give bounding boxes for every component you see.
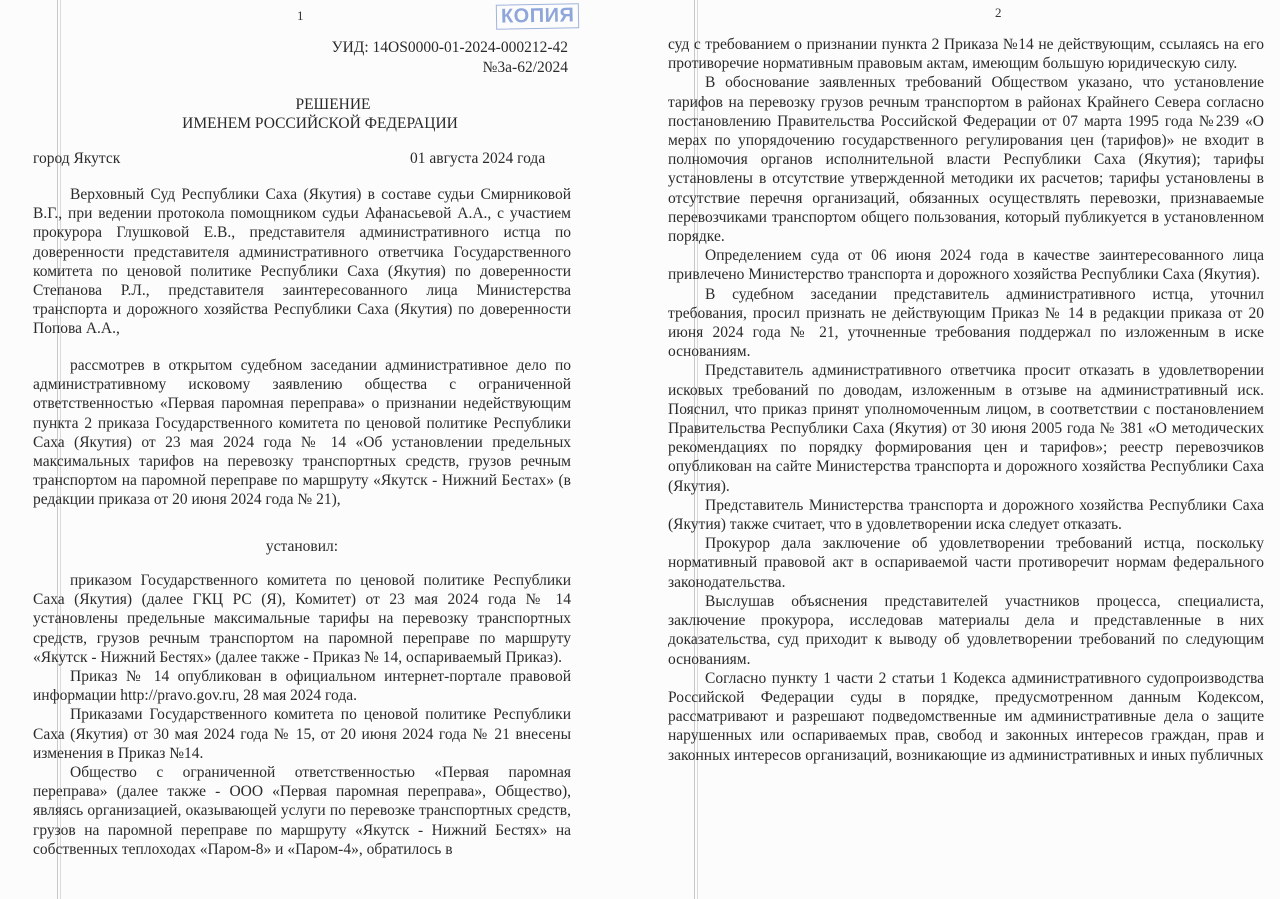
paragraph: Представитель административного ответчика просит отказать в удовлетворении исковых требований по доводам, изложенным в отзыве на административный иск. Пояснил, что приказ принят уполномоченным лицом, в соответствии с постановлением Правительства Республики Саха (Якутия) от 30 июня 2005 года № 381 «О методических рекомендациях по порядку формирования цен и тарифов»; реестр перевозчиков опубликован на сайте Министерства транспорта и дорожного хозяйства Республики Саха (Якутия). (668, 362, 1264, 495)
paragraph: Приказ № 14 опубликован в официальном интернет-портале правовой информации http://pravo.gov.ru, 28 мая 2024 года. (33, 668, 571, 705)
paragraph: рассмотрев в открытом судебном заседании административное дело по административному исковому заявлению общества с ограниченной ответственностью «Первая паромная переправа» о признании недействующим пункта 2 приказа Государственного комитета по ценовой политике Республики Саха (Якутия) от 23 мая 2024 года № 14 «Об установлении предельных максимальных тарифов на перевозку транспортных средств, грузов речным транспортом на паромной переправе по маршруту «Якутск - Нижний Бестах» (в редакции приказа от 20 июня 2024 года № 21), (33, 357, 571, 509)
paragraph: Согласно пункту 1 части 2 статьи 1 Кодекса административного судопроизводства Российской Федерации суды в порядке, предусмотренном данным Кодексом, рассматривают и разрешают подведомственные им административные дела о защите нарушенных или оспариваемых прав, свобод и законных интересов граждан, прав и законных интересов организаций, возникающие из административных и иных публичных (668, 669, 1264, 764)
paragraph: Выслушав объяснения представителей участников процесса, специалиста, заключение прокурора, исследовав материалы дела и представленные в них доказательства, суд приходит к выводу об удовлетворении требований по следующим основаниям. (668, 592, 1264, 668)
paragraph: Общество с ограниченной ответственностью «Первая паромная переправа» (далее также - ООО «Первая паромная переправа», Общество), являясь организацией, оказывающей услуги по перевозке транспортных средств, грузов на паромной переправе по маршруту «Якутск - Нижний Бестях» на собственных теплоходах «Паром-8» и «Паром-4», обратилось в (33, 764, 571, 858)
section-heading-established (33, 537, 571, 556)
paragraph: Прокурор дала заключение об удовлетворении требований истца, поскольку нормативный правовой акт в оспариваемой части противоречит нормам федерального законодательства. (668, 535, 1264, 591)
paragraphs-facts (33, 571, 571, 859)
copy-stamp: КОПИЯ (496, 3, 580, 29)
paragraph-considered (33, 356, 571, 510)
section-heading: установил: (265, 538, 339, 555)
document-subtitle: ИМЕНЕМ РОССИЙСКОЙ ФЕДЕРАЦИИ (182, 115, 458, 132)
document-title: РЕШЕНИЕ (295, 96, 371, 113)
paragraph: Приказами Государственного комитета по ценовой политике Республики Саха (Якутия) от 30 мая 2024 года № 15, от 20 июня 2024 года № 21 внесены изменения в Приказ №14. (33, 706, 571, 762)
paragraph: В судебном заседании представитель административного истца, уточнил требования, просил признать не действующим Приказ № 14 в редакции приказа от 20 июня 2024 года № 21, уточненные требования поддержал по изложенным в иске основаниям. (668, 285, 1264, 361)
case-number: №3а-62/2024 (482, 59, 568, 76)
page-number: 1 (297, 8, 304, 23)
page-number: 2 (995, 5, 1002, 20)
uid-number: УИД: 14OS0000-01-2024-000212-42 (331, 39, 568, 56)
paragraph: Определением суда от 06 июня 2024 года в качестве заинтересованного лица привлечено Министерство транспорта и дорожного хозяйства Республики Саха (Якутия). (668, 247, 1264, 284)
paragraph: приказом Государственного комитета по ценовой политике Республики Саха (Якутия) (далее ГКЦ РС (Я), Комитет) от 23 мая 2024 года № 14 установлены предельные максимальные тарифы на перевозку транспортных средств, грузов речным транспортом на паромной переправе по маршруту «Якутск - Нижний Бестях» (далее также - Приказ № 14, оспариваемый Приказ). (33, 572, 571, 666)
city: город Якутск (33, 150, 121, 167)
paragraph: В обоснование заявленных требований Обществом указано, что установление тарифов на перевозку грузов речным транспортом в районах Крайнего Севера согласно постановлению Правительства Российской Федерации от 07 марта 1995 года №239 «О мерах по упорядочению государственного регулирования цен (тарифов)» не входит в полномочия органов исполнительной власти Республики Саха (Якутия); тарифы установлены в отсутствие утвержденной методики их расчетов; тарифы установлены в отсутствие перечня организаций, обязанных осуществлять перевозки, признаваемые перевозчиками транспортом общего пользования, который публикуется в установленном порядке. (668, 74, 1264, 246)
page-2-body (668, 35, 1264, 765)
decision-date: 01 августа 2024 года (410, 150, 546, 167)
paragraph: Представитель Министерства транспорта и дорожного хозяйства Республики Саха (Якутия) также считает, что в удовлетворении иска следует отказать. (668, 496, 1264, 534)
page-2 (640, 0, 1280, 899)
paragraph: Верховный Суд Республики Саха (Якутия) в составе судьи Смирниковой В.Г., при ведении протокола помощником судьи Афанасьевой А.А., с участием прокурора Глушковой Е.В., представителя административного истца по доверенности представителя административного ответчика Государственного комитета по ценовой политике Республики Саха (Якутия) по доверенности Степанова Р.Л., представителя заинтересованного лица Министерства транспорта и дорожного хозяйства Республики Саха (Якутия) по доверенности Попова А.А., (33, 186, 571, 338)
paragraph-court-composition (33, 185, 571, 339)
paragraph: суд с требованием о признании пункта 2 Приказа №14 не действующим, ссылаясь на его противоречие нормативным правовым актам, имеющим большую юридическую силу. (668, 36, 1264, 73)
